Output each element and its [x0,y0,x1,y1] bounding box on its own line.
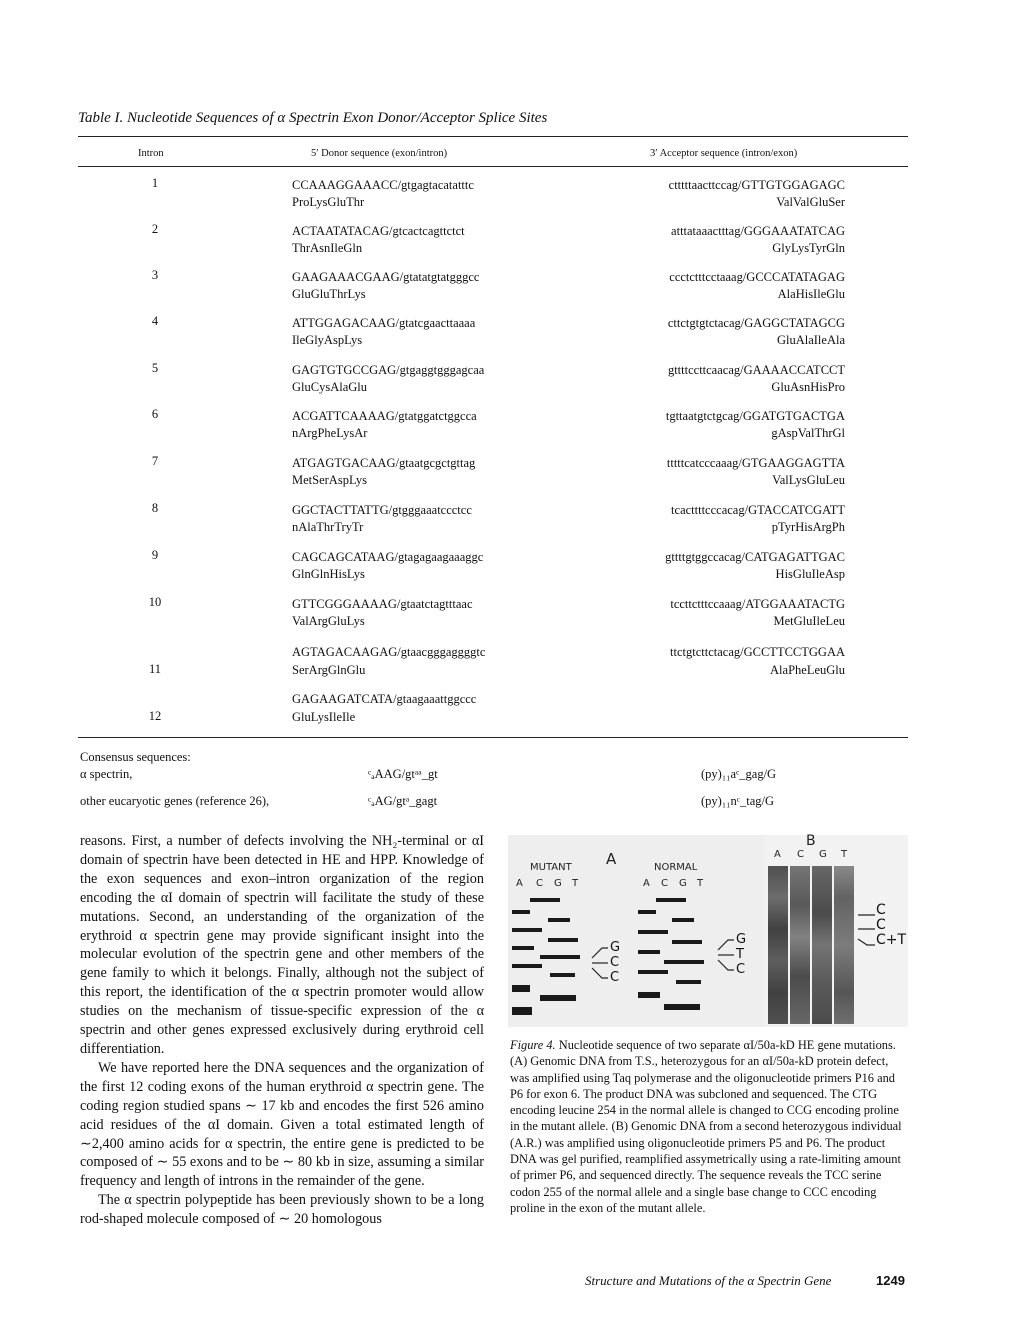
lane-label: T [697,878,704,889]
acceptor-amino-acids: MetGluIleLeu [773,614,845,628]
donor-sequence: GTTCGGGAAAAG/gtaatctagtttaac [292,597,473,611]
gel-band [512,946,534,950]
acceptor-amino-acids: ValLysGluLeu [772,473,845,487]
body-text [80,832,484,1229]
body-paragraph: We have reported here the DNA sequences and the organization of the first 12 coding exons of the human erythroid α spectrin gene. The coding region studied spans ∼ 17 kb and encodes the first 526 amino acid residues of the αI domain. Given a total estimated length of ∼2,400 amino acids for α spectrin, the entire gene is predicted to be composed of ∼ 55 exons and to be ∼ 80 kb in size, assuming a similar frequency and length of introns in the remainder of the gene. [80,1059,484,1190]
gel-lane [834,866,854,1024]
normal-label: NORMAL [654,862,698,873]
header-acceptor: 3′ Acceptor sequence (intron/exon) [650,148,798,159]
consensus-alpha-label: α spectrin, [80,767,133,781]
acceptor-sequence: atttataaactttag/GGGAAATATCAG [671,224,845,238]
donor-amino-acids: ValArgGluLys [292,614,365,628]
acceptor-amino-acids: GluAlaIleAla [776,333,845,347]
acceptor-sequence: tcacttttcccacag/GTACCATCGATT [671,503,845,517]
donor-amino-acids: ProLysGluThr [292,195,365,209]
body-paragraph: The α spectrin polypeptide has been previously shown to be a long rod-shaped molecule composed of ∼ 20 homologous [80,1192,484,1228]
donor-sequence: GAGTGTGCCGAG/gtgaggtgggagcaa [292,363,485,377]
consensus-other-acceptor: (py)₁₁nᶜ_tag/G [701,794,775,808]
consensus-alpha-donor: ᶜₐAAG/gtᵃᵃ_gt [368,767,438,781]
gel-band [672,918,694,922]
intron-number: 11 [148,662,162,676]
acceptor-sequence: tttttcatcccaaag/GTGAAGGAGTTA [666,456,845,470]
panel-b-seq-base: C [876,902,886,918]
donor-sequence: GAAGAAACGAAG/gtatatgtatgggcc [292,270,480,284]
lane-label: C [536,878,543,889]
donor-sequence: CCAAAGGAAACC/gtgagtacatatttc [292,178,474,192]
acceptor-amino-acids: AlaPheLeuGlu [770,663,845,677]
mutant-seq-base: C [610,970,620,985]
acceptor-sequence: gttttccttcaacag/GAAAACCATCCT [667,363,845,377]
gel-lane [768,866,788,1024]
acceptor-amino-acids: HisGluIleAsp [775,567,845,581]
acceptor-amino-acids: pTyrHisArgPh [771,520,845,534]
gel-band [664,1004,700,1010]
consensus-other-label: other eucaryotic genes (reference 26), [80,794,270,808]
mutant-seq-base: G [610,940,621,955]
gel-band [512,928,542,932]
intron-number: 12 [148,709,162,723]
gel-band [512,910,530,914]
gel-band [540,955,580,959]
lane-label: A [643,878,650,889]
acceptor-amino-acids: gAspValThrGl [771,426,845,440]
intron-number: 9 [151,548,159,562]
intron-number: 4 [151,314,159,328]
page-number: 1249 [876,1273,905,1288]
gel-band [676,980,701,984]
acceptor-sequence: cttctgtgtctacag/GAGGCTATAGCG [667,316,845,330]
panel-b-sequence-brackets [855,905,877,955]
consensus-other-donor: ᶜₐAG/gtᵃ_gagt [368,794,438,808]
acceptor-sequence: tgttaatgtctgcag/GGATGTGACTGA [665,409,845,423]
lane-label: A [774,849,781,860]
intron-number: 5 [151,361,159,375]
figure-caption-text: Nucleotide sequence of two separate αI/50a-kD HE gene mutations. (A) Genomic DNA from T.S., heterozygous for an αI/50a-kD protein defect, was amplified using Taq polymerase and the oligonucleotide primers P16 and P6 for exon 6. The product DNA was subcloned and sequenced. The CTG encoding leucine 254 in the normal allele is changed to CCG encoding proline in the mutant allele. (B) Genomic DNA from a second heterozygous individual (A.R.) was amplified using oligonucleotide primers P5 and P6. The product DNA was gel purified, reamplified assymetrically using a rate-limiting amount of primer P6, and sequenced directly. The sequence reveals the TCC serine codon 255 of the normal allele and a single base change to CCC encoding proline in the exon of the mutant allele. [510,1038,902,1215]
body-paragraph: reasons. First, a number of defects involving the NH₂-terminal or αI domain of spectrin have been detected in HE and HPP. Knowledge of the exon sequences and exon–intron organization of the region encoding the αI domain of spectrin will facilitate the study of these mutations. Second, an understanding of the organization of the erythroid α spectrin gene may provide significant insight into the molecular evolution of the spectrin gene and other members of the gene family to which it belongs. Finally, although not the subject of this report, the identification of the α spectrin promoter would allow studies on the mechanism of tissue-specific expression of the α spectrin and other genes expressed exclusively during erythroid cell differentiation. [80,833,484,1057]
panel-b-seq-base: C+T [876,932,907,948]
intron-number: 1 [151,176,159,190]
table-header-rule [78,166,908,167]
gel-band [550,973,575,977]
mutant-seq-base: C [610,955,620,970]
consensus-alpha-acceptor: (py)₁₁aᶜ_gag/G [701,767,777,781]
donor-amino-acids: IleGlyAspLys [292,333,363,347]
normal-seq-base: T [736,947,744,962]
gel-band [638,930,668,934]
gel-band [638,992,660,998]
donor-amino-acids: SerArgGlnGlu [292,663,366,677]
intron-number: 3 [151,268,159,282]
gel-band [512,985,530,992]
gel-band [638,950,660,954]
donor-sequence: AGTAGACAAGAG/gtaacgggaggggtc [292,645,486,659]
normal-sequence-brackets [714,930,736,980]
header-intron: Intron [138,148,164,159]
donor-amino-acids: GluGluThrLys [292,287,366,301]
gel-band [656,898,686,902]
acceptor-amino-acids: GluAsnHisPro [771,380,845,394]
lane-label: G [819,849,827,860]
acceptor-amino-acids: AlaHisIleGlu [777,287,845,301]
gel-lane [812,866,832,1024]
lane-label: C [661,878,668,889]
lane-label: T [572,878,579,889]
table-bottom-rule [78,737,908,738]
donor-sequence: GAGAAGATCATA/gtaagaaattggccc [292,692,477,706]
gel-band [664,960,704,964]
donor-sequence: ATGAGTGACAAG/gtaatgcgctgttag [292,456,476,470]
lane-label: A [516,878,523,889]
donor-sequence: ACGATTCAAAAG/gtatggatctggcca [292,409,477,423]
gel-band [512,964,542,968]
donor-sequence: ATTGGAGACAAG/gtatcgaacttaaaa [292,316,476,330]
acceptor-amino-acids: ValValGluSer [776,195,845,209]
donor-amino-acids: GluLysIleIle [292,710,356,724]
gel-band [530,898,560,902]
mutant-sequence-brackets [588,938,610,988]
acceptor-sequence: ttctgtcttctacag/GCCTTCCTGGAA [670,645,845,659]
donor-amino-acids: MetSerAspLys [292,473,367,487]
donor-amino-acids: GluCysAlaGlu [292,380,367,394]
intron-number: 8 [151,501,159,515]
lane-label: T [841,849,848,860]
donor-amino-acids: GlnGlnHisLys [292,567,365,581]
gel-band [540,995,576,1001]
donor-amino-acids: ThrAsnIleGln [292,241,363,255]
lane-label: G [679,878,687,889]
acceptor-sequence: gttttgtggccacag/CATGAGATTGAC [665,550,845,564]
gel-band [638,970,668,974]
acceptor-sequence: tccttctttccaaag/ATGGAAATACTG [670,597,845,611]
figure-caption [510,1037,908,1216]
normal-seq-base: G [736,932,747,947]
lane-label: G [554,878,562,889]
table-title: Table I. Nucleotide Sequences of α Spectrin Exon Donor/Acceptor Splice Sites [78,110,548,126]
gel-band [512,1007,532,1015]
figure-caption-label: Figure 4. [510,1038,556,1052]
donor-sequence: ACTAATATACAG/gtcactcagttctct [292,224,465,238]
acceptor-sequence: ccctctttcctaaag/GCCCATATAGAG [669,270,845,284]
intron-number: 6 [151,407,159,421]
acceptor-amino-acids: GlyLysTyrGln [772,241,845,255]
gel-band [548,918,570,922]
gel-lane [790,866,810,1024]
gel-band [548,938,578,942]
intron-number: 7 [151,454,159,468]
normal-seq-base: C [736,962,746,977]
donor-sequence: GGCTACTTATTG/gtgggaaatccctcc [292,503,472,517]
donor-amino-acids: nArgPheLysAr [292,426,368,440]
panel-a-label: A [606,850,617,868]
donor-sequence: CAGCAGCATAAG/gtagagaagaaaggc [292,550,484,564]
panel-b-label: B [806,833,816,849]
panel-b-seq-base: C [876,917,886,933]
header-donor: 5′ Donor sequence (exon/intron) [311,148,448,159]
gel-band [638,910,656,914]
intron-number: 2 [151,222,159,236]
intron-number: 10 [148,595,162,609]
lane-label: C [797,849,804,860]
gel-band [672,940,702,944]
donor-amino-acids: nAlaThrTryTr [292,520,364,534]
consensus-heading: Consensus sequences: [80,750,191,764]
acceptor-sequence: ctttttaacttccag/GTTGTGGAGAGC [668,178,845,192]
table-top-rule [78,136,908,137]
running-title: Structure and Mutations of the α Spectrin Gene [585,1273,832,1288]
mutant-label: MUTANT [530,862,572,873]
